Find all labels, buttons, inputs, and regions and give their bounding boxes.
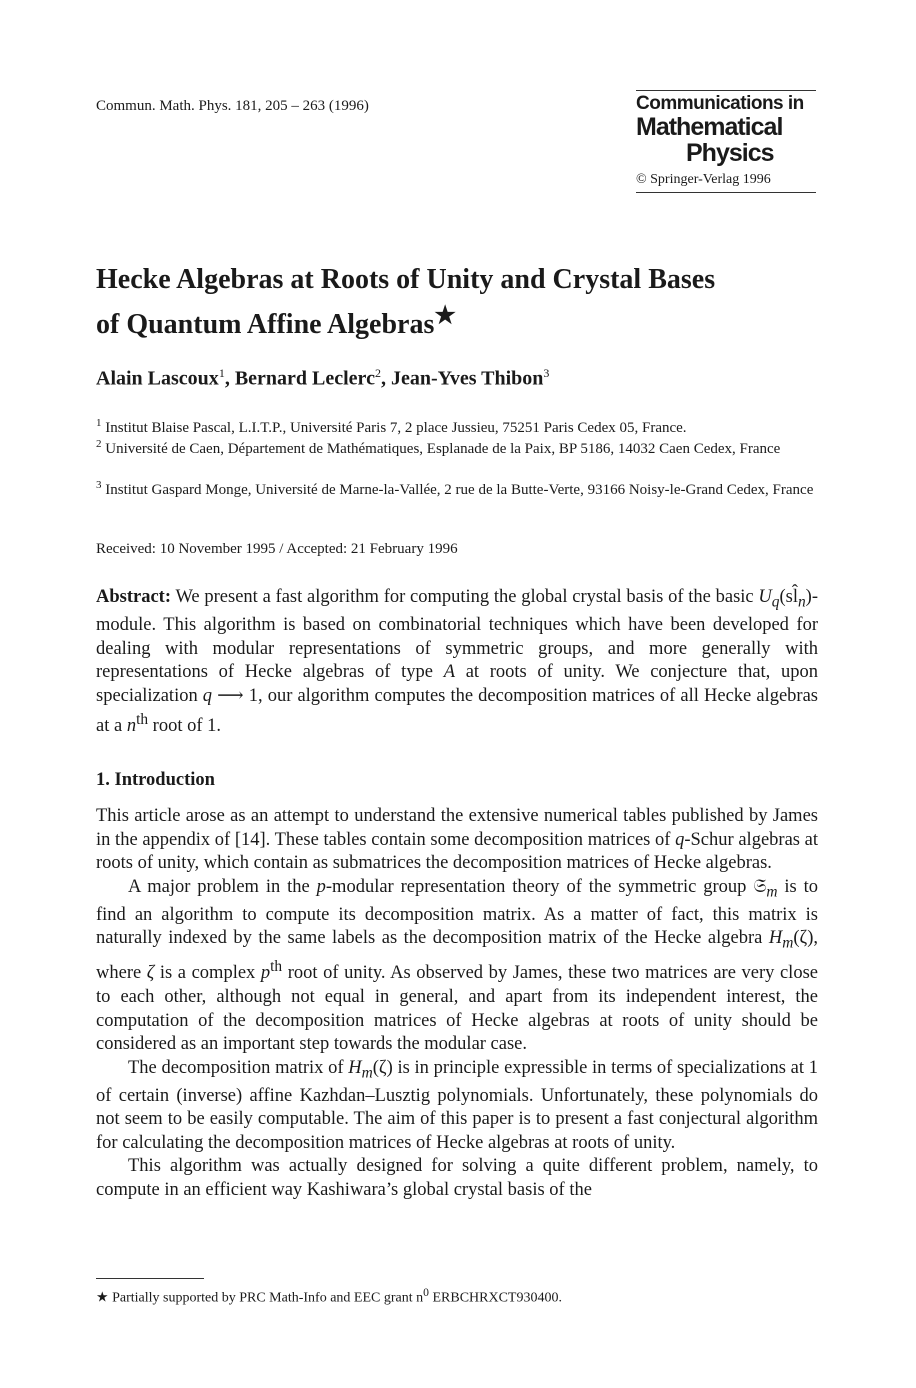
citation: Commun. Math. Phys. 181, 205 – 263 (1996) — [96, 98, 369, 114]
abstract-t5: root of 1. — [148, 716, 222, 737]
p1-a: This article arose as an attempt to understand the extensive numerical tables published by James in the appendix of [14]. These tables contain some decomposition matrices of — [96, 806, 818, 850]
p1-b: -Schur algebras at roots of unity, which contain as submatrices the decomposition matrices of Hecke algebras. — [96, 829, 818, 873]
p2-zeta1: (ζ) — [793, 928, 814, 949]
p2-f: root of unity. As observed by James, these two matrices are very close to each other, although not equal in general, and apart from its independent interest, the computation of the decomposition matrices of Hecke algebras at roots of unity should be considered as an important step towards the modular case. — [96, 963, 818, 1055]
p2-a: A major problem in the — [128, 876, 317, 897]
paragraph-3 — [96, 1057, 818, 1156]
footnote-text: Partially supported by PRC Math-Info and EEC grant n — [108, 1290, 424, 1306]
abstract-t2: )-module. This algorithm is based on combinatorial techniques which have been developed for dealing with modular representations of symmetric groups, and more generally with representations of Hecke algebras of type — [96, 587, 818, 683]
footnote-star: ★ — [96, 1290, 109, 1306]
author-1-sup: 1 — [218, 366, 225, 380]
journal-logo — [636, 90, 816, 193]
affiliation-3 — [96, 475, 818, 500]
title-line2: of Quantum Affine Algebras — [96, 309, 435, 340]
abstract — [96, 586, 818, 739]
math-U: U — [758, 587, 772, 607]
math-th: th — [136, 711, 149, 729]
author-2: Bernard Leclerc — [234, 367, 375, 390]
p2-e: is a complex — [154, 963, 261, 984]
author-sep: , — [224, 367, 235, 390]
p3-m: m — [361, 1064, 373, 1082]
footnote-rule — [96, 1278, 204, 1279]
p1-q: q — [675, 829, 685, 850]
author-sep: , — [380, 367, 391, 390]
math-q: q — [771, 593, 780, 611]
p2-H: H — [768, 928, 783, 949]
footnote-text2: ERBCHRXCT930400. — [428, 1290, 562, 1306]
math-A: A — [443, 662, 455, 683]
abstract-t1: We present a fast algorithm for computing the global crystal basis of the basic — [171, 587, 759, 607]
abstract-label: Abstract: — [96, 587, 172, 607]
author-3: Jean-Yves Thibon — [390, 367, 544, 390]
abstract-text — [96, 586, 818, 739]
math-sl: (sl̂ — [779, 587, 798, 607]
abstract-t4: ⟶ 1, our algorithm computes the decomposition matrices of all Hecke algebras at a — [96, 685, 818, 737]
authors — [96, 366, 549, 391]
affiliation-2-text: Université de Caen, Département de Mathématiques, Esplanade de la Paix, BP 5186, 14032 Caen Cedex, France — [105, 441, 781, 457]
affiliation-3-text: Institut Gaspard Monge, Université de Marne-la-Vallée, 2 rue de la Butte-Verte, 93166 Noisy-le-Grand Cedex, France — [105, 482, 814, 498]
footnote — [96, 1286, 562, 1307]
author-3-sup: 3 — [543, 366, 550, 380]
affiliation-2 — [96, 434, 818, 459]
paper-title — [96, 262, 816, 343]
math-nth: n — [126, 716, 137, 737]
journal-name-line2: Mathematical — [636, 113, 783, 141]
title-line2-wrap — [96, 298, 816, 343]
math-n: n — [797, 593, 806, 611]
introduction-body — [96, 805, 818, 1202]
affiliation-1-text: Institut Blaise Pascal, L.I.T.P., Université Paris 7, 2 place Jussieu, 75251 Paris Cedex 05, France. — [105, 420, 687, 436]
affiliation-2-sup: 2 — [96, 438, 102, 450]
received-dates: Received: 10 November 1995 / Accepted: 21 February 1996 — [96, 541, 458, 557]
p2-S: 𝔖 — [753, 876, 767, 897]
p2-b: -modular representation theory of the symmetric group — [325, 876, 754, 897]
math-q2: q — [202, 685, 213, 706]
title-line1: Hecke Algebras at Roots of Unity and Crystal Bases — [96, 264, 716, 295]
paragraph-4: This algorithm was actually designed for solving a quite different problem, namely, to compute in an efficient way Kashiwara’s global crystal basis of the — [96, 1156, 818, 1200]
p2-d: , where — [96, 928, 818, 984]
p3-H: H — [348, 1057, 362, 1078]
p2-zeta2: ζ — [146, 963, 155, 984]
p2-Hm: m — [782, 934, 794, 952]
abstract-t3: at roots of unity. We conjecture that, upon specialization — [96, 662, 818, 706]
affiliation-3-sup: 3 — [96, 479, 102, 491]
journal-name-line1: Communications in — [636, 93, 804, 114]
paragraph-1 — [96, 805, 818, 876]
paragraph-2 — [96, 876, 818, 1057]
p3-zeta: (ζ) — [372, 1057, 393, 1078]
p2-p: p — [316, 876, 326, 897]
p2-c: is to find an algorithm to compute its decomposition matrix. As a matter of fact, this matrix is naturally indexed by the same labels as the decomposition matrix of the Hecke algebra — [96, 876, 818, 949]
p2-th: th — [270, 958, 283, 976]
author-2-sup: 2 — [374, 366, 381, 380]
journal-name-line3: Physics — [686, 139, 774, 167]
title-star: ★ — [434, 303, 456, 329]
p3-a: The decomposition matrix of — [128, 1057, 349, 1078]
author-1: Alain Lascoux — [96, 367, 219, 390]
affiliation-1-sup: 1 — [96, 417, 102, 429]
section-heading: 1. Introduction — [96, 770, 215, 790]
p2-pth: p — [260, 963, 271, 984]
p3-b: is in principle expressible in terms of specializations at 1 of certain (inverse) affine Kazhdan–Lusztig polynomials. Unfortunately, these polynomials do not seem to be easily computable. The aim of this paper is to present a fast conjectural algorithm for calculating the decomposition matrices of Hecke algebras at roots of unity. — [96, 1057, 818, 1153]
p2-m: m — [766, 883, 778, 901]
footnote-sup: 0 — [423, 1286, 429, 1299]
copyright: © Springer-Verlag 1996 — [636, 172, 771, 187]
